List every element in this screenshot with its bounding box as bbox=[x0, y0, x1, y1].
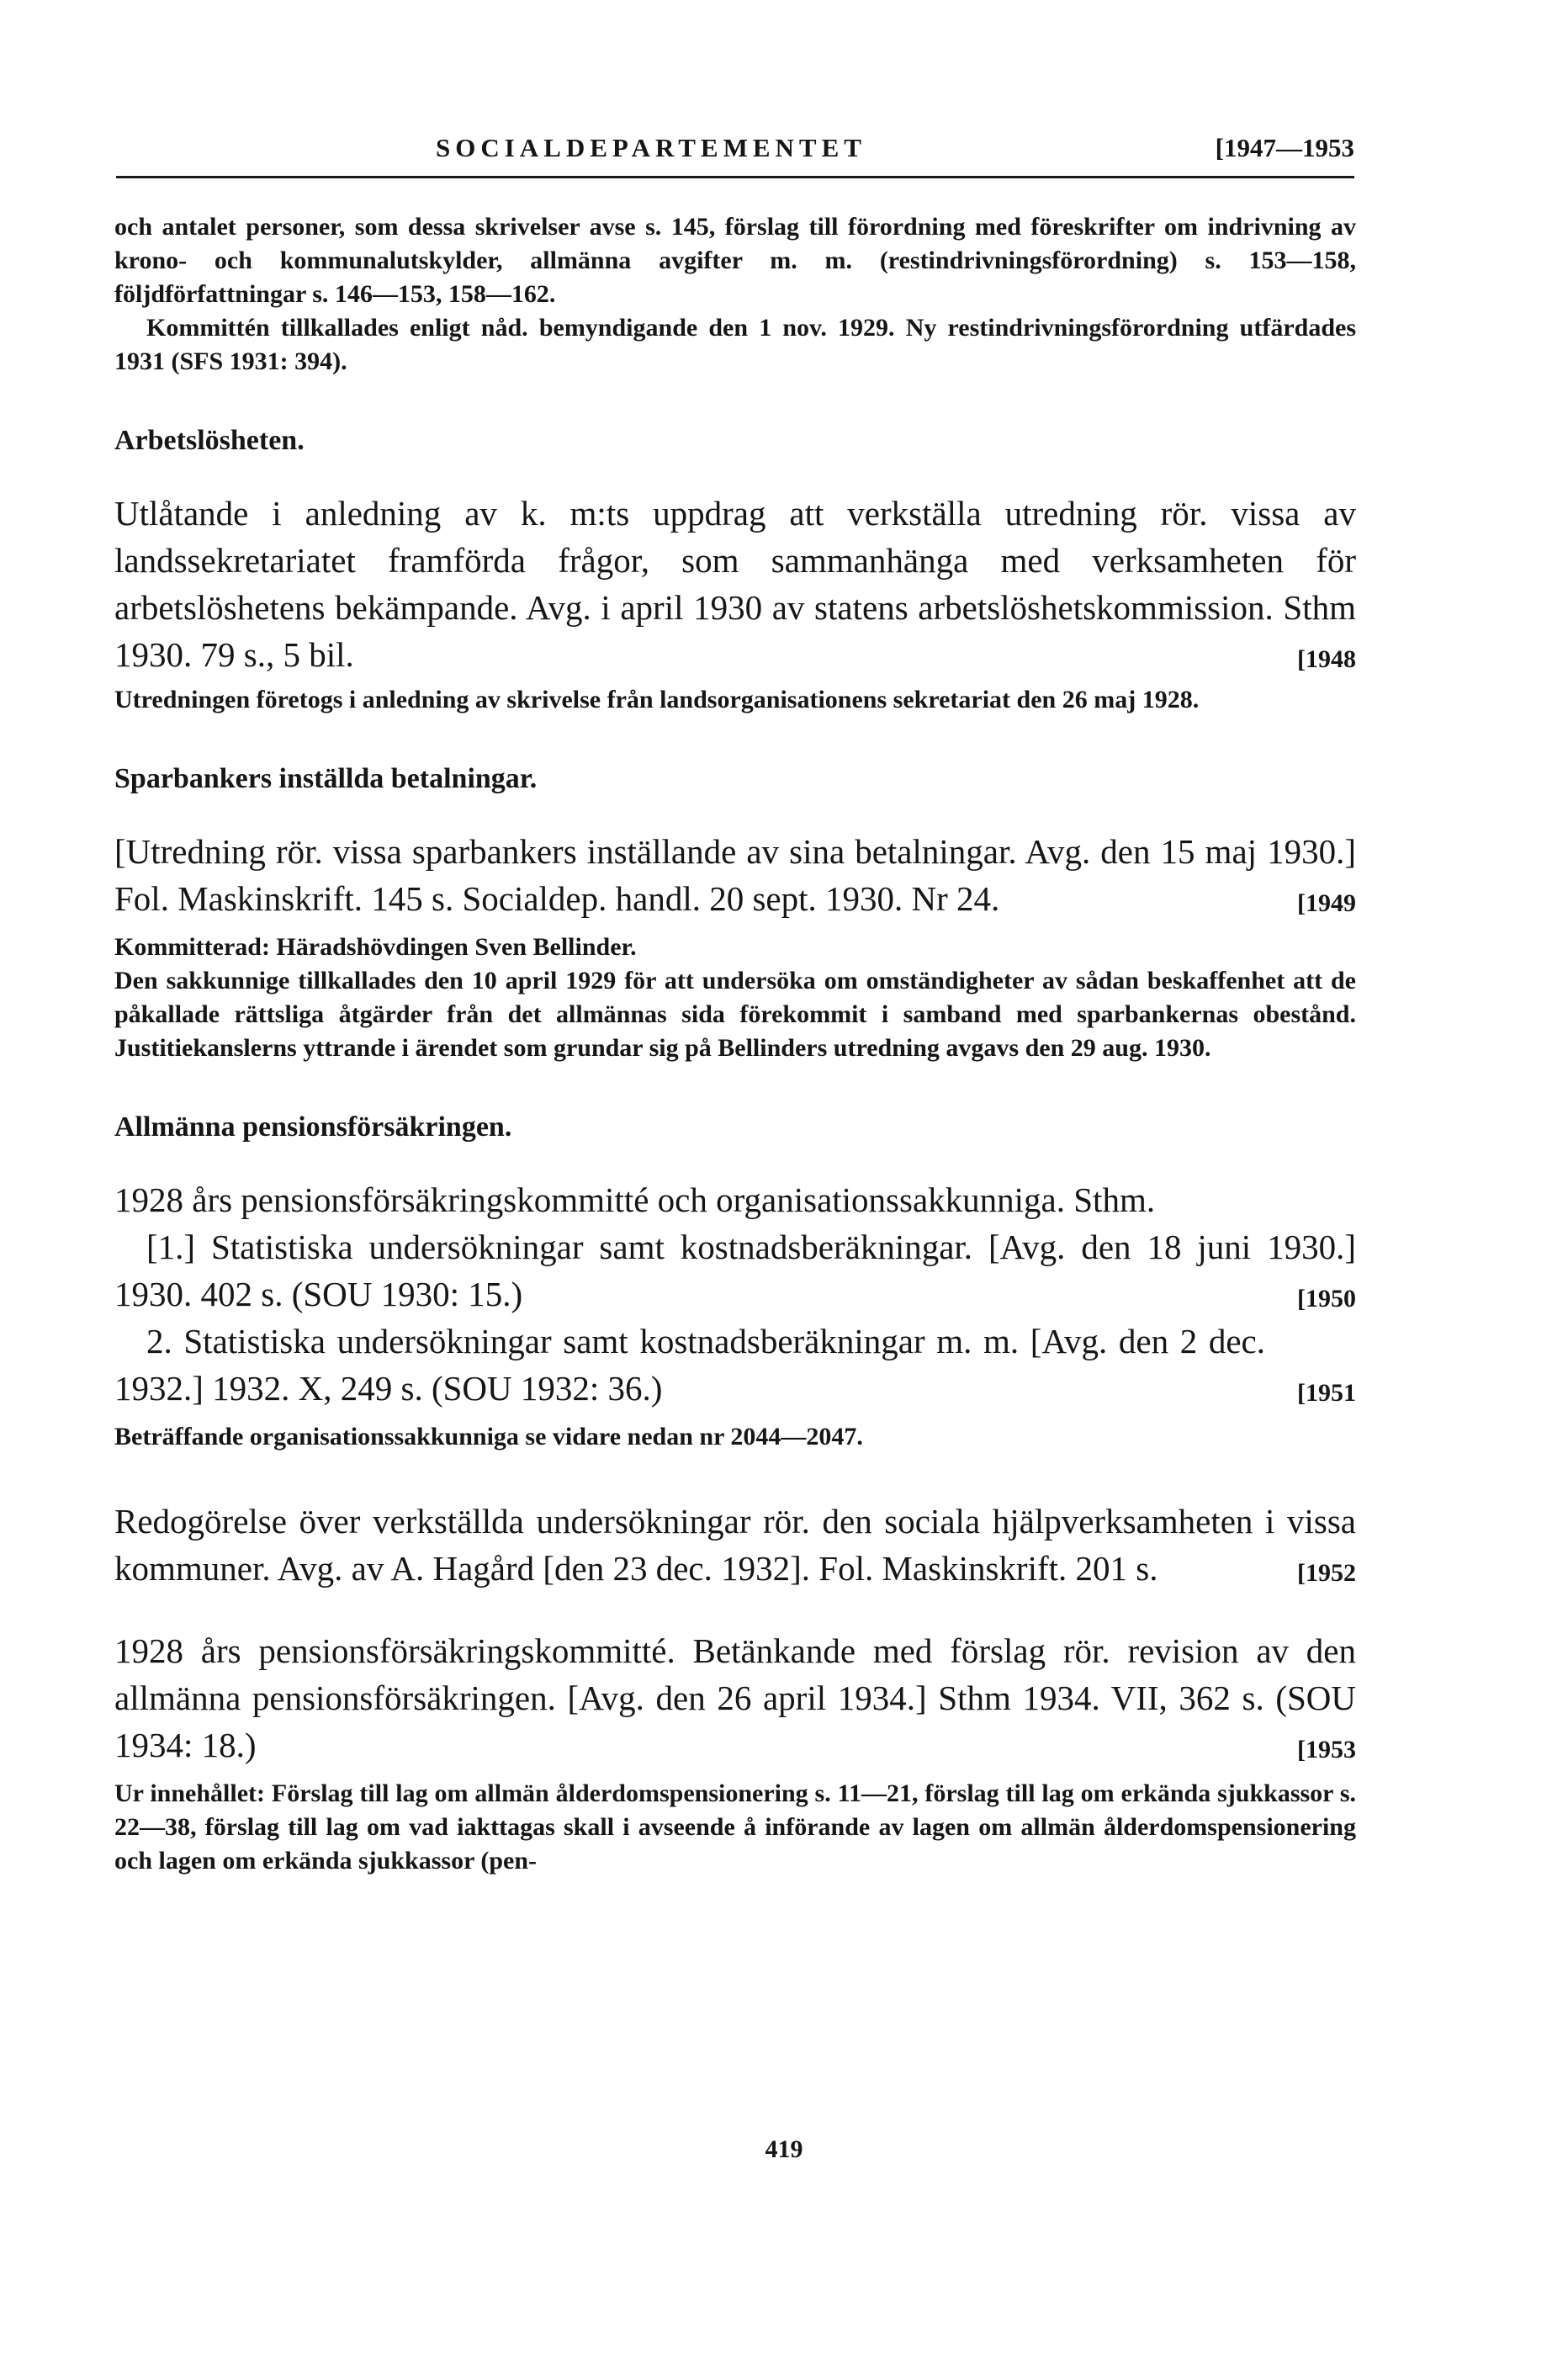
entry-pension-intro: 1928 års pensionsförsäkringskommitté och organisationssakkunniga. Sthm. bbox=[114, 1180, 1156, 1219]
entry-1953-number: [1953 bbox=[1297, 1736, 1356, 1763]
entry-1953-text: 1928 års pensionsförsäkringskommitté. Betänkande med förslag rör. revision av den allmänna pensionsförsäkringen. [Avg. den 26 april 1934.] Sthm 1934. VII, 362 s. (SOU 1934: 18.) bbox=[114, 1631, 1356, 1764]
intro-paragraph-1: och antalet personer, som dessa skrivelser avse s. 145, förslag till förordning med föreskrifter om indrivning av krono- och kommunalutskylder, allmänna avgifter m. m. (restindrivningsförordning) s. 153—158, följdförfattningar s. 146—153, 158—162. bbox=[114, 213, 1356, 308]
section-heading-sparbankers: Sparbankers inställda betalningar. bbox=[114, 763, 538, 794]
entry-1948-number: [1948 bbox=[1297, 645, 1356, 673]
entry-1950-text: [1.] Statistiska undersökningar samt kostnadsberäkningar. [Avg. den 18 juni 1930.] 1930. 402 s. (SOU 1930: 15.) bbox=[114, 1228, 1356, 1313]
page-body bbox=[114, 210, 1356, 1878]
entry-1952 bbox=[114, 1498, 1356, 1592]
entry-1950 bbox=[114, 1223, 1356, 1318]
entry-1950-number: [1950 bbox=[1297, 1285, 1356, 1313]
page-number: 419 bbox=[765, 2135, 803, 2163]
entry-1951-number: [1951 bbox=[1297, 1379, 1356, 1407]
entry-1952-number: [1952 bbox=[1297, 1559, 1356, 1587]
entry-1951 bbox=[114, 1318, 1356, 1412]
entry-1951-note: Beträffande organisationssakkunniga se vidare nedan nr 2044—2047. bbox=[114, 1423, 863, 1451]
running-header bbox=[116, 133, 1354, 183]
entry-1952-text: Redogörelse över verkställda undersökningar rör. den sociala hjälpverksamheten i vissa kommuner. Avg. av A. Hagård [den 23 dec. 1932]. Fol. Maskinskrift. 201 s. bbox=[114, 1502, 1356, 1588]
entry-1949-note-detail: Den sakkunnige tillkallades den 10 april 1929 för att undersöka om omständigheter av sådan beskaffenhet att de påkallade rättsliga åtgärder från det allmännas sida förekommit i samband med sparbankernas obestånd. Justitiekanslerns yttrande i ärendet som grundar sig på Bellinders utredning avgavs den 29 aug. 1930. bbox=[114, 967, 1356, 1062]
header-title: SOCIALDEPARTEMENTET bbox=[436, 133, 866, 162]
entry-1953 bbox=[114, 1627, 1356, 1769]
entry-1949-note-committee: Kommitterad: Häradshövdingen Sven Bellinder. bbox=[114, 933, 637, 961]
entry-1953-note: Ur innehållet: Förslag till lag om allmän ålderdomspensionering s. 11—21, förslag till lag om erkända sjukkassor s. 22—38, förslag till lag om vad iakttagas skall i avseende å införande av lagen om allmän ålderdomspensionering och lagen om erkända sjukkassor (pen- bbox=[114, 1779, 1356, 1875]
intro-paragraph-2: Kommittén tillkallades enligt nåd. bemyndigande den 1 nov. 1929. Ny restindrivningsförordning utfärdades 1931 (SFS 1931: 394). bbox=[114, 314, 1356, 375]
entry-1949-number: [1949 bbox=[1297, 889, 1356, 917]
entry-1948 bbox=[114, 490, 1356, 678]
section-heading-pensionsforsakringen: Allmänna pensionsförsäkringen. bbox=[114, 1111, 512, 1143]
entry-1949 bbox=[114, 828, 1356, 922]
section-heading-arbetslosheten: Arbetslösheten. bbox=[114, 425, 305, 456]
entry-1949-text: [Utredning rör. vissa sparbankers inställande av sina betalningar. Avg. den 15 maj 1930.] Fol. Maskinskrift. 145 s. Socialdep. handl. 20 sept. 1930. Nr 24. bbox=[114, 832, 1356, 918]
header-entry-range: [1947—1953 bbox=[1215, 133, 1354, 162]
entry-1948-note: Utredningen företogs i anledning av skrivelse från landsorganisationens sekretariat den 26 maj 1928. bbox=[114, 686, 1200, 713]
entry-1951-text: 2. Statistiska undersökningar samt kostnadsberäkningar m. m. [Avg. den 2 dec. 1932.] 1932. X, 249 s. (SOU 1932: 36.) bbox=[114, 1322, 1265, 1408]
header-rule bbox=[116, 176, 1354, 178]
entry-1948-text: Utlåtande i anledning av k. m:ts uppdrag att verkställa utredning rör. vissa av landssekretariatet framförda frågor, som sammanhänga med verksamheten för arbetslöshetens bekämpande. Avg. i april 1930 av statens arbetslöshetskommission. Sthm 1930. 79 s., 5 bil. bbox=[114, 494, 1356, 674]
